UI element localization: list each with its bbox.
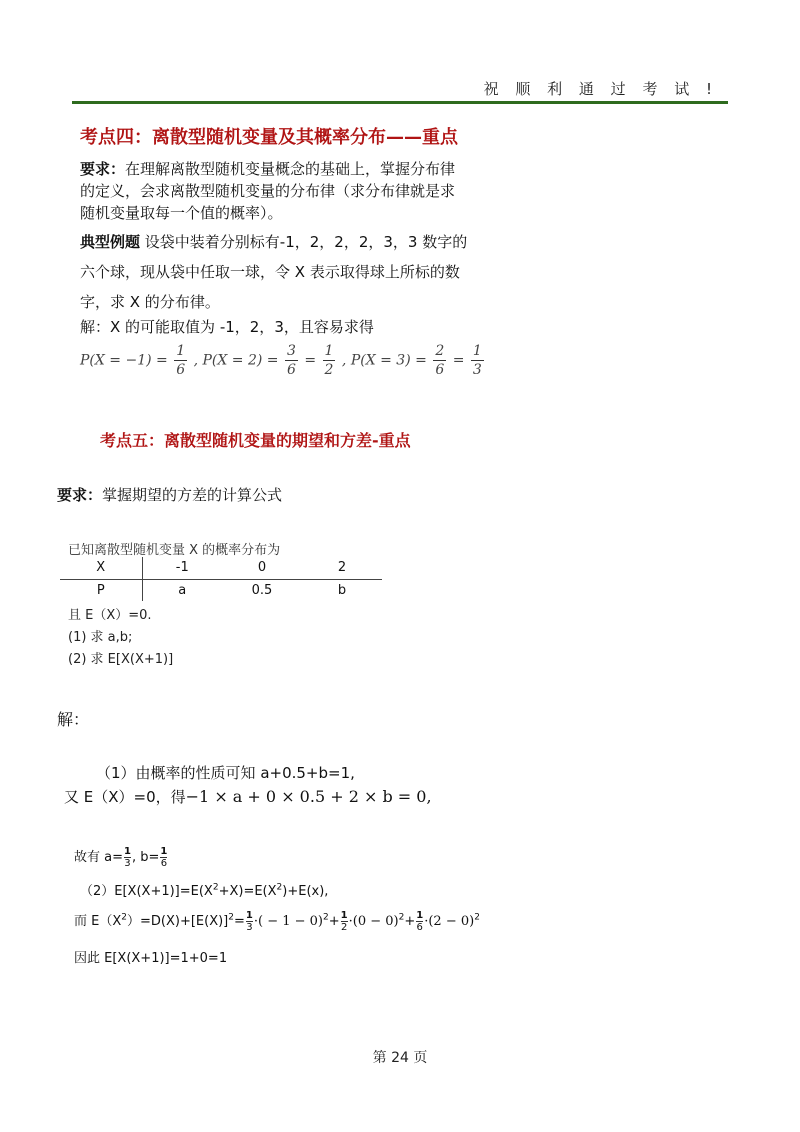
fraction-denominator: 6 xyxy=(160,858,168,869)
text-segment: +X)=E(X xyxy=(218,884,277,899)
superscript: 2 xyxy=(212,882,219,893)
fraction-numerator: 1 xyxy=(176,343,186,359)
problem-condition: 且 E（X）=0. xyxy=(68,608,152,623)
problem-intro: 已知离散型随机变量 X 的概率分布为 xyxy=(68,543,281,558)
fraction-numerator: 1 xyxy=(416,910,424,921)
p2-fraction-reduced xyxy=(323,342,336,379)
section4-requirement xyxy=(80,158,455,224)
table-row xyxy=(60,579,382,601)
table-cell: 0.5 xyxy=(251,582,273,598)
superscript: 2 xyxy=(474,912,480,923)
solution-step1-equation: −1 × a + 0 × 0.5 + 2 × b = 0, xyxy=(185,787,432,806)
fraction-numerator: 1 xyxy=(472,343,482,359)
term1-fraction xyxy=(246,910,253,933)
section4-req-line2: 的定义，会求离散型随机变量的分布律（求分布律就是求 xyxy=(80,182,456,200)
p2-equals: = xyxy=(304,352,317,369)
solution-step1-line1: （1）由概率的性质可知 a+0.5+b=1, xyxy=(96,764,355,782)
superscript: 2 xyxy=(276,882,283,893)
text-segment: 而 E（X xyxy=(74,914,122,929)
term2-fraction xyxy=(341,910,348,933)
p3-lhs: , P(X = 3) = xyxy=(341,352,427,369)
solution-step1-line2 xyxy=(64,786,432,807)
p1-lhs: P(X = −1) = xyxy=(80,352,168,369)
superscript: 2 xyxy=(121,912,127,923)
solution-ab-values xyxy=(74,846,168,869)
term3-expression: ·(2 − 0) xyxy=(424,914,475,929)
section4-title: 考点四：离散型随机变量及其概率分布——重点 xyxy=(80,127,458,148)
fraction-denominator: 6 xyxy=(435,362,445,378)
section4-req-line3: 随机变量取每一个值的概率）。 xyxy=(80,204,283,222)
fraction-denominator: 3 xyxy=(124,858,131,869)
solution-step1-prefix: 又 E（X）=0，得 xyxy=(64,788,186,806)
table-cell: X xyxy=(60,557,142,579)
text-segment: （2）E[X(X+1)]=E(X xyxy=(80,884,213,899)
section4-req-line1: 在理解离散型随机变量概念的基础上，掌握分布律 xyxy=(125,160,456,178)
fraction-denominator: 2 xyxy=(324,362,334,378)
plus-sign: + xyxy=(328,914,340,929)
plus-sign: + xyxy=(404,914,416,929)
example-line3: 字，求 X 的分布律。 xyxy=(80,293,220,311)
solution-step2-line1 xyxy=(80,880,328,899)
section5-req-label: 要求： xyxy=(57,486,103,504)
example-line2: 六个球，现从袋中任取一球，令 X 表示取得球上所标的数 xyxy=(80,263,460,281)
text-segment: = xyxy=(234,914,245,929)
section5-title: 考点五：离散型随机变量的期望和方差-重点 xyxy=(100,431,411,450)
table-row xyxy=(60,557,382,579)
superscript: 2 xyxy=(323,912,329,923)
section4-req-label: 要求： xyxy=(80,160,126,178)
p2-lhs: , P(X = 2) = xyxy=(193,352,279,369)
section4-solution: 解：X 的可能取值为 -1，2，3，且容易求得 xyxy=(80,318,374,336)
superscript: 2 xyxy=(228,912,234,923)
table-cell: a xyxy=(178,582,187,598)
term3-fraction xyxy=(416,910,423,933)
fraction-numerator: 2 xyxy=(435,343,445,359)
p2-fraction xyxy=(285,342,298,379)
a-fraction xyxy=(124,846,131,869)
table-cell: -1 xyxy=(142,557,222,579)
section5-requirement xyxy=(57,484,282,505)
fraction-numerator: 3 xyxy=(286,343,296,359)
header-text: 祝 顺 利 通 过 考 试 ! xyxy=(483,80,718,98)
fraction-numerator: 1 xyxy=(160,846,168,857)
probability-formula xyxy=(80,342,486,379)
p3-fraction-reduced xyxy=(471,342,484,379)
header-divider xyxy=(72,101,728,104)
p1-fraction xyxy=(174,342,187,379)
solution-step2-line2 xyxy=(74,910,480,933)
solution-label: 解： xyxy=(57,710,90,729)
fraction-denominator: 3 xyxy=(472,362,482,378)
p3-fraction xyxy=(433,342,446,379)
ab-prefix: 故有 a= xyxy=(74,850,123,865)
fraction-denominator: 3 xyxy=(246,922,253,933)
superscript: 2 xyxy=(398,912,405,923)
distribution-table xyxy=(60,557,382,601)
table-cell: b xyxy=(337,582,347,598)
fraction-numerator: 1 xyxy=(340,910,348,921)
term2-expression: ·(0 − 0) xyxy=(348,914,399,929)
fraction-denominator: 6 xyxy=(286,362,296,378)
b-fraction xyxy=(160,846,167,869)
section4-example xyxy=(80,227,467,317)
fraction-numerator: 1 xyxy=(324,343,334,359)
fraction-numerator: 1 xyxy=(245,910,253,921)
fraction-denominator: 6 xyxy=(416,922,423,933)
table-cell: 0 xyxy=(222,557,302,579)
question-1: (1) 求 a,b; xyxy=(68,630,133,645)
table-cell: 2 xyxy=(302,557,382,579)
p3-equals: = xyxy=(452,352,465,369)
question-2: (2) 求 E[X(X+1)] xyxy=(68,652,174,667)
text-segment: )+E(x), xyxy=(282,884,329,899)
example-label: 典型例题 xyxy=(80,233,141,251)
fraction-numerator: 1 xyxy=(124,846,131,857)
example-line1: 设袋中装着分别标有-1，2，2，2，3，3 数字的 xyxy=(140,233,468,251)
text-segment: ）=D(X)+[E(X)] xyxy=(127,914,229,929)
fraction-denominator: 2 xyxy=(340,922,348,933)
term1-expression: ·( − 1 − 0) xyxy=(253,914,324,929)
ab-mid: , b= xyxy=(131,850,160,865)
fraction-denominator: 6 xyxy=(176,362,186,378)
table-cell: P xyxy=(60,579,142,601)
section5-req-text: 掌握期望的方差的计算公式 xyxy=(102,486,283,504)
page-number: 第 24 页 xyxy=(372,1050,428,1066)
solution-step2-line3: 因此 E[X(X+1)]=1+0=1 xyxy=(74,951,228,966)
